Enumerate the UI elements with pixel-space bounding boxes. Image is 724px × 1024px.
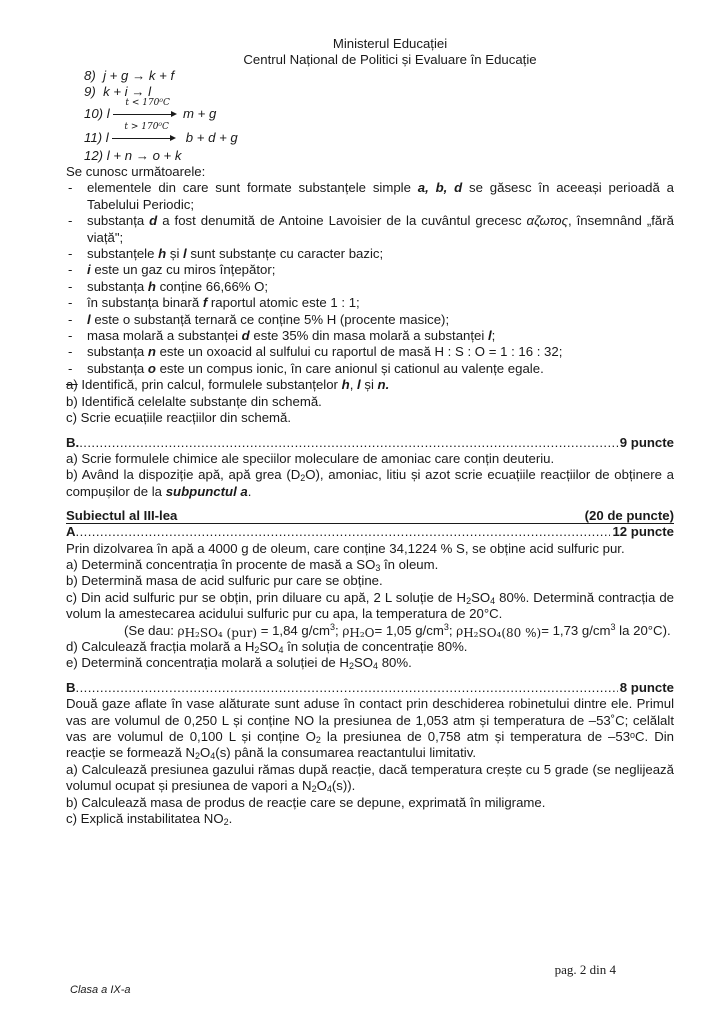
section-b-task-a: a) Scrie formulele chimice ale speciilor moleculare de amoniac care conțin deuteriu. [66,450,555,466]
equation-11: 11) l t > 170⁰C b + d + g [84,128,674,152]
subject-3-b-heading: B ..... 8 puncte [66,680,674,696]
fact-item: - substanța d a fost denumită de Antoine Lavoisier de la cuvântul grecesc αζωτος, însemnând „fără viață"; [66,213,674,246]
dot-leader [76,680,618,696]
arrow-icon [113,114,175,115]
task-c: c) Scrie ecuațiile reacțiilor din schemă. [66,410,292,426]
subject-3-b-task-c: c) Explică instabilitatea $NO_2$. [66,811,233,828]
document-page [66,36,674,827]
center-name: Centrul Național de Politici și Evaluare în Educație [243,52,537,67]
reaction-scheme [84,68,674,164]
fact-item: - substanța o este un compus ionic, în care anionul și cationul au valențe egale. [66,361,674,377]
section-b-task-b: b) Având la dispoziție apă, apă grea $(D_2O)$, amoniac, litiu și azot scrie ecuațiile reacțiilor de obținere a compușilor de la subpunctul a. [66,467,674,499]
subject-3-a-task-d: d) Calculează fracția molară a $H_2SO_4$ în soluția de concentrație 80%. [66,638,468,655]
known-intro: Se cunosc următoarele: [66,164,206,179]
subject-3-a-intro: Prin dizolvarea în apă a 4000 g de oleum, care conține 34,1224 % S, se obține acid sulfuric pur. [66,540,625,556]
arrow-icon: → [132,68,146,83]
equation-8: 8) j + g → k + f [84,68,175,83]
ministry-name: Ministerul Educației [332,36,448,51]
fact-item: - elementele din care sunt formate substanțele simple a, b, d se găsesc în aceeași perioadă a Tabelului Periodic; [66,180,674,213]
subject-3-b-task-b: b) Calculează masa de produs de reacție care se depune, exprimată în miligrame. [66,794,546,810]
arrow-icon: → [135,148,149,163]
temperature-condition: t < 170⁰C [125,98,170,108]
task-a: a) Identifică, prin calcul, formulele substanțelor h, l și n. [66,377,390,393]
subject-3-a-task-a: a) Determină concentrația în procente de masă a $SO_3$ în oleum. [66,556,439,573]
arrow-icon [112,138,174,139]
fact-item: - i este un gaz cu miros înțepător; [66,262,674,278]
fact-item: - substanțele h și l sunt substanțe cu caracter bazic; [66,246,674,262]
subject-3-heading: Subiectul al III-lea (20 de puncte) [66,508,674,524]
fact-item: - în substanța binară f raportul atomic este 1 : 1; [66,295,674,311]
arrow-icon: → [131,84,145,99]
equation-10: 10) l t < 170⁰C m + g [84,100,674,128]
dot-leader [76,524,611,540]
conditional-arrow [112,122,178,146]
given-densities: (Se dau: $\rho_{H_2SO_4 (pur)} = 1,84$ $g/cm^3$; $\rho_{H_2O}= 1,05$ $g/cm^3$; $\rho_{H_2SO_4(80 \%)}= 1,73$ $g/cm^3$ la 20°C). [124,621,671,640]
equation-12: 12) l + n → o + k [84,148,182,163]
page-number: pag. 2 din 4 [554,962,616,977]
subject-3-a-task-c: c) Din acid sulfuric pur se obțin, prin diluare cu apă, 2 L soluție de $H_2SO_4$ 80%. Determină contracția de volum la amestecarea acidului sulfuric pur cu apa, la temperatura de 20°C. [66,589,674,622]
document-header [106,36,674,68]
subject-3-a-task-b: b) Determină masa de acid sulfuric pur care se obține. [66,573,383,589]
subject-3-a-heading: A ..... 12 puncte [66,524,674,540]
task-b: b) Identifică celelalte substanțe din schemă. [66,393,322,409]
dot-leader [79,435,618,451]
fact-item: - substanța h conține 66,66% O; [66,279,674,295]
equation-9: 9) k + i → l [84,84,152,99]
section-b-heading: B. ..... 9 puncte [66,435,674,451]
subject-3-b-task-a: a) Calculează presiunea gazului rămas după reacție, dacă temperatura crește cu 5 grade (se neglijează volumul ocupat și presiunea de vapori a $N_2O_4(s)$). [66,761,674,795]
subject-3-a-task-e: e) Determină concentrația molară a soluției de $H_2SO_4$ 80%. [66,655,412,672]
fact-item: - substanța n este un oxoacid al sulfului cu raportul de masă H : S : O = 1 : 16 : 32; [66,344,674,360]
fact-item: - l este o substanță ternară ce conține 5% H (procente masice); [66,312,674,328]
class-label: Clasa a IX-a [70,984,131,996]
subject-3-b-intro: Două gaze aflate în vase alăturate sunt aduse în contact prin deschiderea robinetului dintre ele. Primul vas are volumul de 0,250 L și conține NO la presiunea de 1,053 atm și temperatura de –53˚C; celălalt vas are volumul de 0,100 L și conține $O_2$ la presiunea de 0,758 atm și temperatura de –53ᵒC. Din reacție se formează $N_2O_4(s)$ până la consumarea reactantului limitativ. [66,696,675,762]
temperature-condition: t > 170⁰C [124,122,169,132]
fact-item: - masa molară a substanței d este 35% din masa molară a substanței l; [66,328,674,344]
known-facts-list [66,180,674,377]
